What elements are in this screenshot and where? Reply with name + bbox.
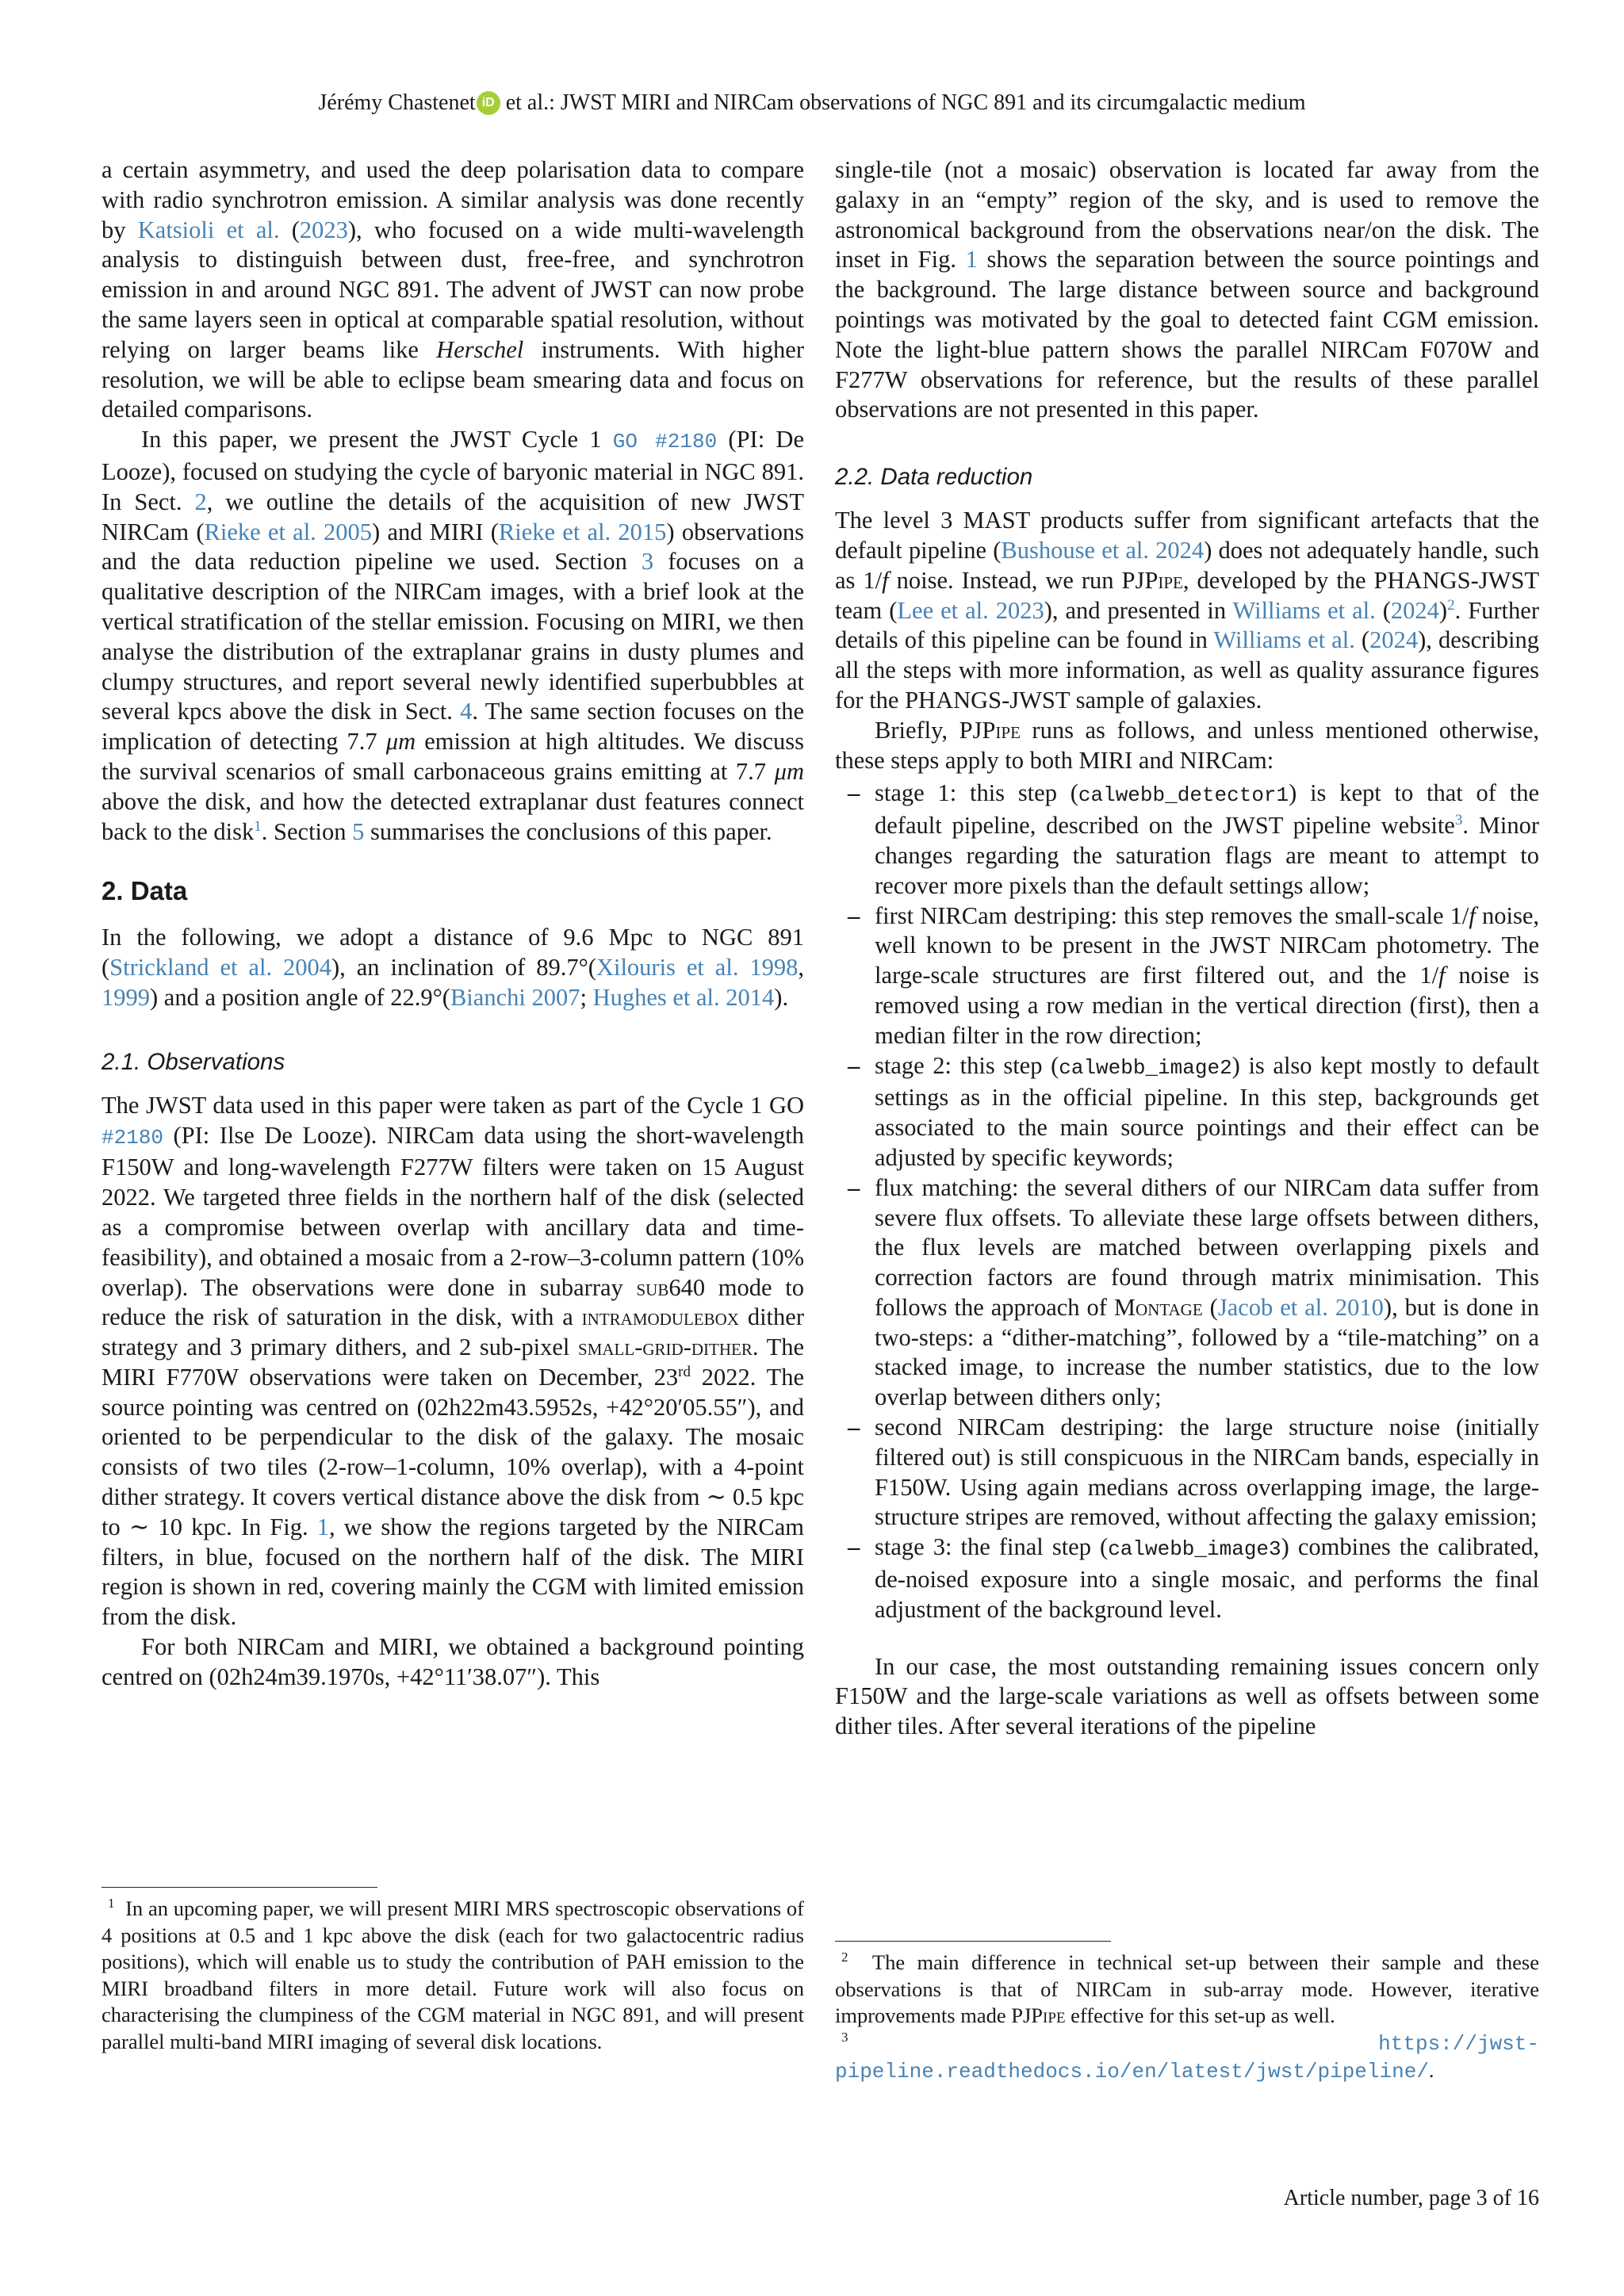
- reduction-paragraph-1: The level 3 MAST products suffer from significant artefacts that the default pipeline (Bushouse et al. 2024) does not adequately handle, such as 1/f noise. Instead, we run PJPipe, developed by the PHANGS-JWST team (Lee et al. 2023), and presented in Williams et al. $(2024)^2$. Further details of this pipeline can be found in Williams et al. (2024), describing all the steps with more information, as well as quality assurance figures for the PHANGS-JWST sample of galaxies.: [835, 507, 1539, 714]
- citation-williams-2-year[interactable]: 2024: [1369, 626, 1419, 654]
- citation-bianchi[interactable]: Bianchi 2007: [450, 983, 580, 1011]
- page-number: Article number, page 3 of 16: [1283, 2186, 1539, 2210]
- observations-continued-paragraph: single-tile (not a mosaic) observation is located far away from the galaxy in an “empty” region of the sky, and is used to remove the astronomical background from the observations near/on the disk. The inset in Fig. 1 shows the separation between the source pointings and the background. The large distance between source and background pointings was motivated by the goal to detected faint CGM emission. Note the light-blue pattern shows the parallel NIRCam F070W and F277W observations for reference, but the results of these parallel observations are not presented in this paper.: [835, 156, 1540, 423]
- program-link-2180[interactable]: #2180: [102, 1125, 164, 1150]
- footnotes-left: [102, 1887, 804, 2055]
- footnote-ref-3[interactable]: 3: [1454, 811, 1463, 828]
- left-column: [102, 155, 804, 1693]
- list-item: – stage 2: this step (calwebb_image2) is also kept mostly to default settings as in the official pipeline. In this step, backgrounds get associated to the main source pointings and their effect can be adjusted by specific keywords;: [835, 1051, 1539, 1173]
- running-header: [0, 89, 1624, 117]
- citation-williams-year[interactable]: 2024: [1390, 596, 1439, 624]
- citation-williams-2[interactable]: Williams et al.: [1213, 626, 1355, 654]
- list-item: – second NIRCam destriping: the large structure noise (initially filtered out) is still conspicuous in the NIRCam bands, especially in F150W. Using again medians across overlapping image, the large-structure stripes are removed, without affecting the galaxy emission;: [835, 1413, 1539, 1533]
- header-author: Jérémy Chastenet: [318, 90, 476, 115]
- pipeline-docs-link[interactable]: https://jwst-pipeline.readthedocs.io/en/latest/jwst/pipeline/: [835, 2031, 1539, 2084]
- citation-xilouris-1998[interactable]: Xilouris et al. 1998: [596, 954, 799, 982]
- subsection-heading-data-reduction: 2.2. Data reduction: [835, 464, 1033, 491]
- citation-jacob[interactable]: Jacob et al. 2010: [1217, 1293, 1384, 1321]
- citation-rieke-2005[interactable]: Rieke et al. 2005: [204, 518, 373, 545]
- footnote-ref-1[interactable]: 1: [254, 817, 262, 835]
- section-ref-2[interactable]: 2: [194, 488, 207, 515]
- list-item: – stage 3: the final step (calwebb_image3) combines the calibrated, de-noised exposure into a single mosaic, and performs the final adjustment of the background level.: [835, 1533, 1539, 1624]
- citation-bushouse[interactable]: Bushouse et al. 2024: [1001, 536, 1205, 564]
- citation-rieke-2015[interactable]: Rieke et al. 2015: [498, 518, 667, 545]
- citation-katsioli-year[interactable]: 2023: [299, 216, 348, 243]
- footnote-ref-2[interactable]: 2: [1447, 596, 1455, 614]
- observations-paragraph-2: For both NIRCam and MIRI, we obtained a background pointing centred on (02h24m39.1970s, +42°11′38.07″). This: [102, 1633, 804, 1690]
- data-paragraph: In the following, we adopt a distance of 9.6 Mpc to NGC 891 (Strickland et al. 2004), an inclination of 89.7°(Xilouris et al. 1998, 1999) and a position angle of 22.9°(Bianchi 2007; Hughes et al. 2014).: [102, 924, 805, 1011]
- footnotes-right: [835, 1941, 1539, 2086]
- intro-paragraph-2: In this paper, we present the JWST Cycle 1 GO #2180 (PI: De Looze), focused on studying the cycle of baryonic material in NGC 891. In Sect. 2, we outline the details of the acquisition of new JWST NIRCam (Rieke et al. 2005) and MIRI (Rieke et al. 2015) observations and the data reduction pipeline we used. Section 3 focuses on a qualitative description of the NIRCam images, with a brief look at the vertical stratification of the stellar emission. Focusing on MIRI, we then analyse the distribution of the extraplanar grains in dusty plumes and clumpy structures, and report several newly identified superbubbles at several kpcs above the disk in Sect. 4. The same section focuses on the implication of detecting 7.7 μm emission at high altitudes. We discuss the survival scenarios of small carbonaceous grains emitting at 7.7 μm above the disk, and how the detected extraplanar dust features connect back to the disk$^1$. Section 5 summarises the conclusions of this paper.: [102, 426, 804, 845]
- citation-williams[interactable]: Williams et al.: [1232, 596, 1376, 624]
- section-ref-5[interactable]: 5: [352, 817, 365, 845]
- figure-ref-1-inset[interactable]: 1: [965, 246, 978, 274]
- footnote-rule: [835, 1941, 1111, 1942]
- intro-paragraph-1: a certain asymmetry, and used the deep polarisation data to compare with radio synchrotron emission. A similar analysis was done recently by Katsioli et al. (2023), who focused on a wide multi-wavelength analysis to distinguish between dust, free-free, and synchrotron emission in and around NGC 891. The advent of JWST can now probe the same layers seen in optical at comparable spatial resolution, without relying on larger beams like Herschel instruments. With higher resolution, we will be able to eclipse beam smearing data and focus on detailed comparisons.: [102, 156, 804, 423]
- orcid-icon[interactable]: iD: [477, 91, 500, 115]
- list-item: – first NIRCam destriping: this step removes the small-scale 1/f noise, well known to be present in the JWST NIRCam photometry. The large-scale structures are first filtered out, and the 1/f noise is removed using a row median in the vertical direction (first), then a median filter in the row direction;: [835, 901, 1539, 1051]
- header-title: et al.: JWST MIRI and NIRCam observations of NGC 891 and its circumgalactic medium: [505, 90, 1306, 115]
- pipeline-steps-list: [835, 779, 1539, 1624]
- program-link-go2180[interactable]: GO #2180: [612, 430, 718, 454]
- section-ref-4[interactable]: 4: [460, 698, 473, 725]
- footnote-3: $^3$ https://jwst-pipeline.readthedocs.io/en/latest/jwst/pipeline/.: [835, 2029, 1539, 2084]
- subsection-heading-observations: 2.1. Observations: [102, 1048, 285, 1075]
- citation-lee[interactable]: Lee et al. 2023: [897, 596, 1044, 624]
- list-item: – flux matching: the several dithers of our NIRCam data suffer from severe flux offsets. To alleviate these large offsets between dithers, the flux levels are matched between overlapping pixels and correction factors are found through matrix minimisation. This follows the approach of Montage (Jacob et al. 2010), but is done in two-steps: a “dither-matching”, followed by a “tile-matching” on a stacked image, to increase the number statistics, due to the low overlap between dithers only;: [835, 1173, 1539, 1413]
- figure-ref-1[interactable]: 1: [316, 1513, 329, 1540]
- observations-paragraph-1: The JWST data used in this paper were taken as part of the Cycle 1 GO #2180 (PI: Ilse De Looze). NIRCam data using the short-wavelength F150W and long-wavelength F277W filters were taken on 15 August 2022. We targeted three fields in the northern half of the disk (selected as a compromise between overlap with ancillary data and time-feasibility), and obtained a mosaic from a 2-row–3-column pattern (10% overlap). The observations were done in subarray sub640 mode to reduce the risk of saturation in the disk, with a intramodulebox dither strategy and 3 primary dithers, and 2 sub-pixel small-grid-dither. The MIRI F770W observations were taken on December, 23rd 2022. The source pointing was centred on (02h22m43.5952s, +42°20′05.55″), and oriented to be perpendicular to the disk of the galaxy. The mosaic consists of two tiles (2-row–1-column, 10% overlap), with a 4-point dither strategy. It covers vertical distance above the disk from ∼ 0.5 kpc to ∼ 10 kpc. In Fig. 1, we show the regions targeted by the NIRCam filters, in blue, focused on the northern half of the disk. The MIRI region is shown in red, covering mainly the CGM with limited emission from the disk.: [102, 1091, 804, 1631]
- citation-hughes[interactable]: Hughes et al. 2014: [592, 983, 775, 1011]
- citation-strickland[interactable]: Strickland et al. 2004: [109, 954, 332, 982]
- footnote-rule: [102, 1887, 377, 1888]
- footnote-1: $^1$ In an upcoming paper, we will present MIRI MRS spectroscopic observations of 4 positions at 0.5 and 1 kpc above the disk (each for two galactocentric radius positions), which will enable us to study the contribution of PAH emission to the MIRI broadband filters in more detail. Future work will also focus on characterising the clumpiness of the CGM material in NGC 891, and will present parallel multi-band MIRI imaging of several disk locations.: [102, 1896, 804, 2053]
- citation-xilouris-1999[interactable]: 1999: [102, 983, 150, 1011]
- list-item: – stage 1: this step (calwebb_detector1) is kept to that of the default pipeline, described on the JWST pipeline website$^3$. Minor changes regarding the saturation flags are meant to attempt to recover more pixels than the default settings allow;: [835, 779, 1539, 901]
- right-column: [835, 155, 1539, 1742]
- footnote-2: $^2$ The main difference in technical set-up between their sample and these observations is that of NIRCam in sub-array mode. However, iterative improvements made PJPipe effective for this set-up as well.: [835, 1950, 1539, 2027]
- citation-katsioli[interactable]: Katsioli et al.: [137, 216, 280, 243]
- section-heading-data: 2. Data: [102, 876, 188, 906]
- section-ref-3[interactable]: 3: [641, 548, 654, 576]
- reduction-paragraph-2: Briefly, PJPipe runs as follows, and unless mentioned otherwise, these steps apply to both MIRI and NIRCam:: [835, 716, 1539, 774]
- reduction-paragraph-3: In our case, the most outstanding remaining issues concern only F150W and the large-scale variations as well as offsets between some dither tiles. After several iterations of the pipeline: [835, 1652, 1539, 1740]
